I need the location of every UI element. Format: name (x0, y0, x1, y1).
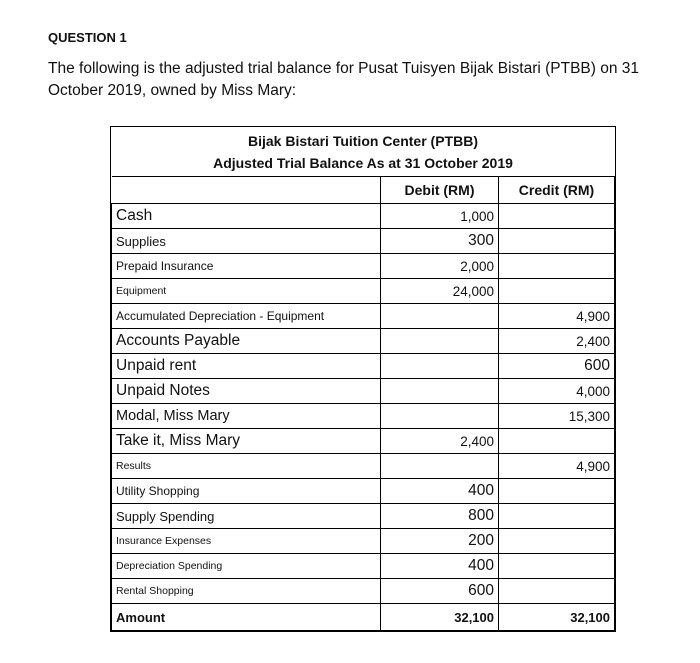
trial-balance-grid (111, 176, 615, 631)
total-label: Amount (112, 604, 381, 631)
table-row (112, 204, 615, 229)
account-name: Depreciation Spending (112, 554, 381, 579)
intro-paragraph: The following is the adjusted trial balance for Pusat Tuisyen Bijak Bistari (PTBB) on 31 October 2019, owned by Miss Mary: (48, 60, 640, 99)
debit-amount (381, 404, 499, 429)
statement-title: Adjusted Trial Balance As at 31 October 2019 (213, 155, 513, 171)
total-row (112, 604, 615, 631)
debit-amount: 2,400 (381, 429, 499, 454)
account-name: Results (112, 454, 381, 479)
account-name: Supplies (112, 229, 381, 254)
credit-amount: 600 (499, 354, 615, 379)
table-row (112, 529, 615, 554)
account-name: Prepaid Insurance (112, 254, 381, 279)
credit-amount: 4,900 (499, 454, 615, 479)
credit-amount (499, 554, 615, 579)
debit-amount: 400 (381, 554, 499, 579)
table-row (112, 329, 615, 354)
credit-amount (499, 529, 615, 554)
column-header-row (112, 177, 615, 204)
account-name: Take it, Miss Mary (112, 429, 381, 454)
question-title: QUESTION 1 (48, 30, 127, 45)
account-name: Supply Spending (112, 504, 381, 529)
account-name: Cash (112, 204, 381, 229)
credit-amount: 2,400 (499, 329, 615, 354)
account-name: Accumulated Depreciation - Equipment (112, 304, 381, 329)
credit-amount (499, 429, 615, 454)
trial-balance-table (110, 126, 616, 632)
credit-amount: 4,900 (499, 304, 615, 329)
debit-amount: 400 (381, 479, 499, 504)
table-row (112, 379, 615, 404)
debit-amount: 1,000 (381, 204, 499, 229)
table-row (112, 429, 615, 454)
credit-column-header: Credit (RM) (499, 177, 615, 204)
credit-amount (499, 579, 615, 604)
table-row (112, 279, 615, 304)
account-column-header (112, 177, 381, 204)
debit-amount: 24,000 (381, 279, 499, 304)
debit-amount (381, 354, 499, 379)
table-row (112, 454, 615, 479)
credit-amount (499, 479, 615, 504)
credit-amount (499, 254, 615, 279)
table-row (112, 354, 615, 379)
credit-amount: 15,300 (499, 404, 615, 429)
debit-amount (381, 454, 499, 479)
debit-amount: 800 (381, 504, 499, 529)
table-row (112, 229, 615, 254)
account-name: Utility Shopping (112, 479, 381, 504)
table-row (112, 504, 615, 529)
debit-amount: 600 (381, 579, 499, 604)
table-row (112, 579, 615, 604)
table-row (112, 304, 615, 329)
debit-amount (381, 379, 499, 404)
credit-amount (499, 279, 615, 304)
table-heading (111, 127, 615, 176)
credit-amount: 4,000 (499, 379, 615, 404)
account-name: Insurance Expenses (112, 529, 381, 554)
debit-amount (381, 304, 499, 329)
account-name: Modal, Miss Mary (112, 404, 381, 429)
debit-amount: 300 (381, 229, 499, 254)
total-credit: 32,100 (499, 604, 615, 631)
debit-amount: 2,000 (381, 254, 499, 279)
table-row (112, 554, 615, 579)
account-name: Equipment (112, 279, 381, 304)
debit-amount: 200 (381, 529, 499, 554)
table-row (112, 479, 615, 504)
total-debit: 32,100 (381, 604, 499, 631)
credit-amount (499, 204, 615, 229)
table-row (112, 404, 615, 429)
debit-amount (381, 329, 499, 354)
company-name: Bijak Bistari Tuition Center (PTBB) (248, 133, 478, 149)
account-name: Rental Shopping (112, 579, 381, 604)
credit-amount (499, 229, 615, 254)
debit-column-header: Debit (RM) (381, 177, 499, 204)
account-name: Unpaid rent (112, 354, 381, 379)
account-name: Unpaid Notes (112, 379, 381, 404)
table-row (112, 254, 615, 279)
account-name: Accounts Payable (112, 329, 381, 354)
credit-amount (499, 504, 615, 529)
